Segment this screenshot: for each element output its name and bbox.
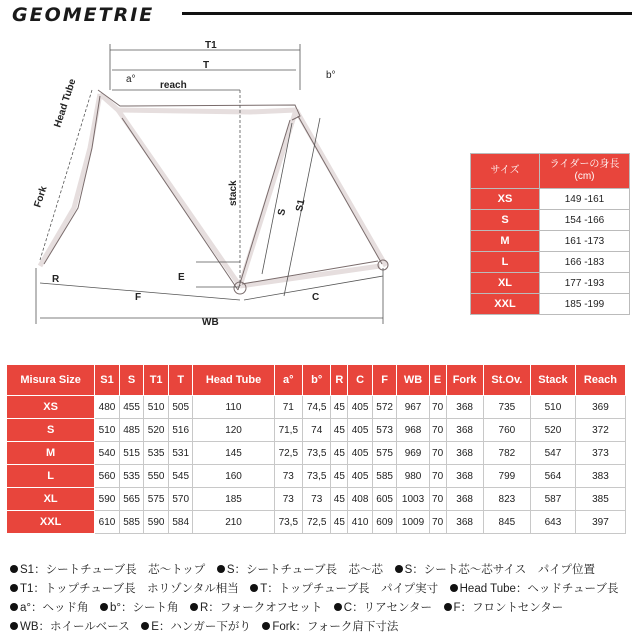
table-cell: 73,5 — [303, 442, 331, 465]
dimension-lines — [36, 44, 383, 324]
table-cell: 643 — [530, 511, 575, 534]
table-cell: 585 — [119, 511, 144, 534]
bullet-icon — [250, 584, 258, 592]
row-size-label: XL — [7, 488, 95, 511]
table-row — [7, 419, 626, 442]
table-cell: 575 — [372, 442, 397, 465]
geometry-header: Head Tube — [193, 365, 274, 396]
legend-item — [262, 621, 398, 633]
table-cell: 72,5 — [303, 511, 331, 534]
legend-text: T：トップチューブ長 パイプ実寸 — [260, 583, 439, 595]
table-cell: 1003 — [397, 488, 429, 511]
table-cell: 369 — [575, 396, 625, 419]
label-head-tube: Head Tube — [52, 77, 79, 129]
table-cell: 531 — [168, 442, 193, 465]
bullet-icon — [141, 622, 149, 630]
table-cell: 74,5 — [303, 396, 331, 419]
table-cell: 373 — [575, 442, 625, 465]
rider-size: XL — [471, 273, 540, 294]
table-cell: 73 — [274, 488, 302, 511]
legend-text: Fork：フォーク肩下寸法 — [272, 621, 399, 633]
table-cell: 397 — [575, 511, 625, 534]
table-cell: 565 — [119, 488, 144, 511]
legend-item — [217, 564, 383, 576]
legend-item — [334, 602, 432, 614]
rider-table-header-height — [540, 154, 630, 189]
label-fork: Fork — [32, 184, 50, 209]
table-cell: 185 — [193, 488, 274, 511]
legend-text: T1：トップチューブ長 ホリゾンタル相当 — [20, 583, 239, 595]
table-cell: 535 — [119, 465, 144, 488]
table-row — [7, 442, 626, 465]
table-row — [7, 511, 626, 534]
rider-table-header-height-label: ライダーの身長 — [549, 159, 620, 170]
legend-item — [10, 621, 130, 633]
geometry-table — [6, 364, 626, 534]
legend-text: b°：シート角 — [110, 602, 179, 614]
table-cell: 70 — [429, 419, 446, 442]
table-cell: 160 — [193, 465, 274, 488]
label-f: F — [135, 292, 142, 303]
row-size-label: XXL — [7, 511, 95, 534]
rider-size: XS — [471, 189, 540, 210]
rider-size: XXL — [471, 294, 540, 315]
table-cell: 980 — [397, 465, 429, 488]
bullet-icon — [10, 603, 18, 611]
label-s: S — [276, 207, 289, 217]
table-cell: 368 — [446, 488, 483, 511]
rider-size: S — [471, 210, 540, 231]
legend-item — [141, 621, 251, 633]
geometry-header: Reach — [575, 365, 625, 396]
bullet-icon — [262, 622, 270, 630]
geometry-header: Misura Size — [7, 365, 95, 396]
rider-row — [471, 273, 630, 294]
bullet-icon — [395, 565, 403, 573]
table-cell: 45 — [331, 442, 348, 465]
geometry-header: WB — [397, 365, 429, 396]
row-size-label: M — [7, 442, 95, 465]
rider-height-range: 177 -193 — [540, 273, 630, 294]
table-cell: 610 — [95, 511, 120, 534]
table-cell: 968 — [397, 419, 429, 442]
geometry-header: C — [348, 365, 373, 396]
geometry-header: S — [119, 365, 144, 396]
table-cell: 485 — [119, 419, 144, 442]
bullet-icon — [334, 603, 342, 611]
bullet-icon — [217, 565, 225, 573]
table-cell: 510 — [530, 396, 575, 419]
table-cell: 505 — [168, 396, 193, 419]
table-cell: 520 — [144, 419, 169, 442]
table-cell: 510 — [144, 396, 169, 419]
geometry-header: E — [429, 365, 446, 396]
table-cell: 368 — [446, 442, 483, 465]
table-cell: 572 — [372, 396, 397, 419]
geometry-header: R — [331, 365, 348, 396]
rider-row — [471, 210, 630, 231]
legend-item — [450, 583, 619, 595]
legend-text: C：リアセンター — [343, 602, 433, 614]
table-cell: 71 — [274, 396, 302, 419]
label-r: R — [52, 274, 60, 285]
table-cell: 405 — [348, 396, 373, 419]
table-cell: 799 — [483, 465, 530, 488]
table-cell: 145 — [193, 442, 274, 465]
table-cell: 540 — [95, 442, 120, 465]
table-cell: 120 — [193, 419, 274, 442]
table-cell: 609 — [372, 511, 397, 534]
rider-height-range: 185 -199 — [540, 294, 630, 315]
table-cell: 1009 — [397, 511, 429, 534]
table-cell: 590 — [95, 488, 120, 511]
table-cell: 405 — [348, 465, 373, 488]
label-stack: stack — [228, 180, 239, 206]
bullet-icon — [190, 603, 198, 611]
table-cell: 570 — [168, 488, 193, 511]
geometry-header: St.Ov. — [483, 365, 530, 396]
table-cell: 73 — [274, 465, 302, 488]
rider-height-range: 161 -173 — [540, 231, 630, 252]
legend-text: S：シート芯～芯サイス パイプ位置 — [404, 564, 595, 576]
table-cell: 45 — [331, 488, 348, 511]
table-cell: 590 — [144, 511, 169, 534]
table-cell: 368 — [446, 396, 483, 419]
geometry-header: Fork — [446, 365, 483, 396]
title-rule — [182, 12, 632, 15]
legend-text: S1：シートチューブ長 芯～トップ — [20, 564, 206, 576]
table-cell: 45 — [331, 511, 348, 534]
bullet-icon — [444, 603, 452, 611]
geometry-header: F — [372, 365, 397, 396]
table-cell: 45 — [331, 465, 348, 488]
table-cell: 550 — [144, 465, 169, 488]
table-cell: 560 — [95, 465, 120, 488]
geometry-header: T — [168, 365, 193, 396]
table-cell: 575 — [144, 488, 169, 511]
label-b: b° — [326, 70, 336, 81]
table-cell: 72,5 — [274, 442, 302, 465]
rider-row — [471, 252, 630, 273]
rider-size-table — [470, 153, 630, 315]
table-cell: 73,5 — [303, 465, 331, 488]
table-cell: 45 — [331, 396, 348, 419]
rider-table-header-size: サイズ — [471, 154, 540, 189]
legend-text: S：シートチューブ長 芯～芯 — [226, 564, 384, 576]
table-cell: 73,5 — [274, 511, 302, 534]
label-s1: S1 — [294, 198, 308, 213]
table-cell: 584 — [168, 511, 193, 534]
table-cell: 383 — [575, 465, 625, 488]
legend-item — [100, 602, 179, 614]
row-size-label: S — [7, 419, 95, 442]
geometry-header: Stack — [530, 365, 575, 396]
table-cell: 410 — [348, 511, 373, 534]
table-cell: 372 — [575, 419, 625, 442]
bike-frame — [40, 94, 386, 286]
table-cell: 73 — [303, 488, 331, 511]
table-cell: 520 — [530, 419, 575, 442]
legend-item — [10, 602, 89, 614]
table-cell: 564 — [530, 465, 575, 488]
table-cell: 405 — [348, 419, 373, 442]
table-cell: 385 — [575, 488, 625, 511]
bullet-icon — [100, 603, 108, 611]
table-cell: 969 — [397, 442, 429, 465]
rider-height-range: 149 -161 — [540, 189, 630, 210]
label-a: a° — [126, 74, 136, 85]
table-cell: 605 — [372, 488, 397, 511]
row-size-label: XS — [7, 396, 95, 419]
legend-text: WB：ホイールベース — [20, 621, 130, 633]
table-cell: 545 — [168, 465, 193, 488]
table-cell: 516 — [168, 419, 193, 442]
table-row — [7, 488, 626, 511]
label-wb: WB — [202, 317, 219, 328]
table-cell: 368 — [446, 419, 483, 442]
table-cell: 210 — [193, 511, 274, 534]
table-cell: 70 — [429, 465, 446, 488]
table-cell: 515 — [119, 442, 144, 465]
table-cell: 74 — [303, 419, 331, 442]
table-cell: 110 — [193, 396, 274, 419]
table-cell: 967 — [397, 396, 429, 419]
legend-item — [395, 564, 595, 576]
table-cell: 573 — [372, 419, 397, 442]
label-t: T — [203, 60, 210, 71]
geometry-header: b° — [303, 365, 331, 396]
rider-size: L — [471, 252, 540, 273]
legend-text: R：フォークオフセット — [200, 602, 323, 614]
legend-text: F：フロントセンター — [453, 602, 564, 614]
legend-item — [10, 564, 205, 576]
table-cell: 455 — [119, 396, 144, 419]
legend-item — [190, 602, 322, 614]
table-cell: 585 — [372, 465, 397, 488]
table-cell: 70 — [429, 511, 446, 534]
legend-item — [444, 602, 564, 614]
page-title: GEOMETRIE — [12, 4, 155, 26]
geometry-header: T1 — [144, 365, 169, 396]
legend — [10, 561, 632, 637]
rider-size: M — [471, 231, 540, 252]
label-c: C — [312, 292, 320, 303]
frame-geometry-diagram — [0, 28, 470, 333]
legend-item — [10, 583, 239, 595]
geometry-header: S1 — [95, 365, 120, 396]
legend-item — [250, 583, 438, 595]
rider-table-header-unit: (cm) — [574, 171, 595, 182]
bullet-icon — [10, 584, 18, 592]
rider-row — [471, 231, 630, 252]
table-cell: 368 — [446, 465, 483, 488]
table-cell: 823 — [483, 488, 530, 511]
bullet-icon — [450, 584, 458, 592]
table-cell: 547 — [530, 442, 575, 465]
rider-height-range: 154 -166 — [540, 210, 630, 231]
rider-row — [471, 294, 630, 315]
label-e: E — [178, 272, 185, 283]
table-cell: 70 — [429, 442, 446, 465]
legend-text: Head Tube：ヘッドチューブ長 — [459, 583, 619, 595]
table-row — [7, 396, 626, 419]
table-cell: 70 — [429, 396, 446, 419]
table-cell: 845 — [483, 511, 530, 534]
rider-row — [471, 189, 630, 210]
label-reach: reach — [160, 80, 187, 91]
table-cell: 782 — [483, 442, 530, 465]
table-cell: 368 — [446, 511, 483, 534]
bullet-icon — [10, 565, 18, 573]
row-size-label: L — [7, 465, 95, 488]
table-cell: 735 — [483, 396, 530, 419]
table-cell: 45 — [331, 419, 348, 442]
legend-text: a°：ヘッド角 — [20, 602, 89, 614]
table-cell: 510 — [95, 419, 120, 442]
bullet-icon — [10, 622, 18, 630]
legend-text: E：ハンガー下がり — [151, 621, 251, 633]
rider-height-range: 166 -183 — [540, 252, 630, 273]
table-cell: 71,5 — [274, 419, 302, 442]
table-cell: 587 — [530, 488, 575, 511]
table-cell: 405 — [348, 442, 373, 465]
table-cell: 408 — [348, 488, 373, 511]
table-row — [7, 465, 626, 488]
table-cell: 535 — [144, 442, 169, 465]
table-cell: 480 — [95, 396, 120, 419]
table-cell: 760 — [483, 419, 530, 442]
label-t1: T1 — [205, 40, 217, 51]
table-cell: 70 — [429, 488, 446, 511]
geometry-header: a° — [274, 365, 302, 396]
